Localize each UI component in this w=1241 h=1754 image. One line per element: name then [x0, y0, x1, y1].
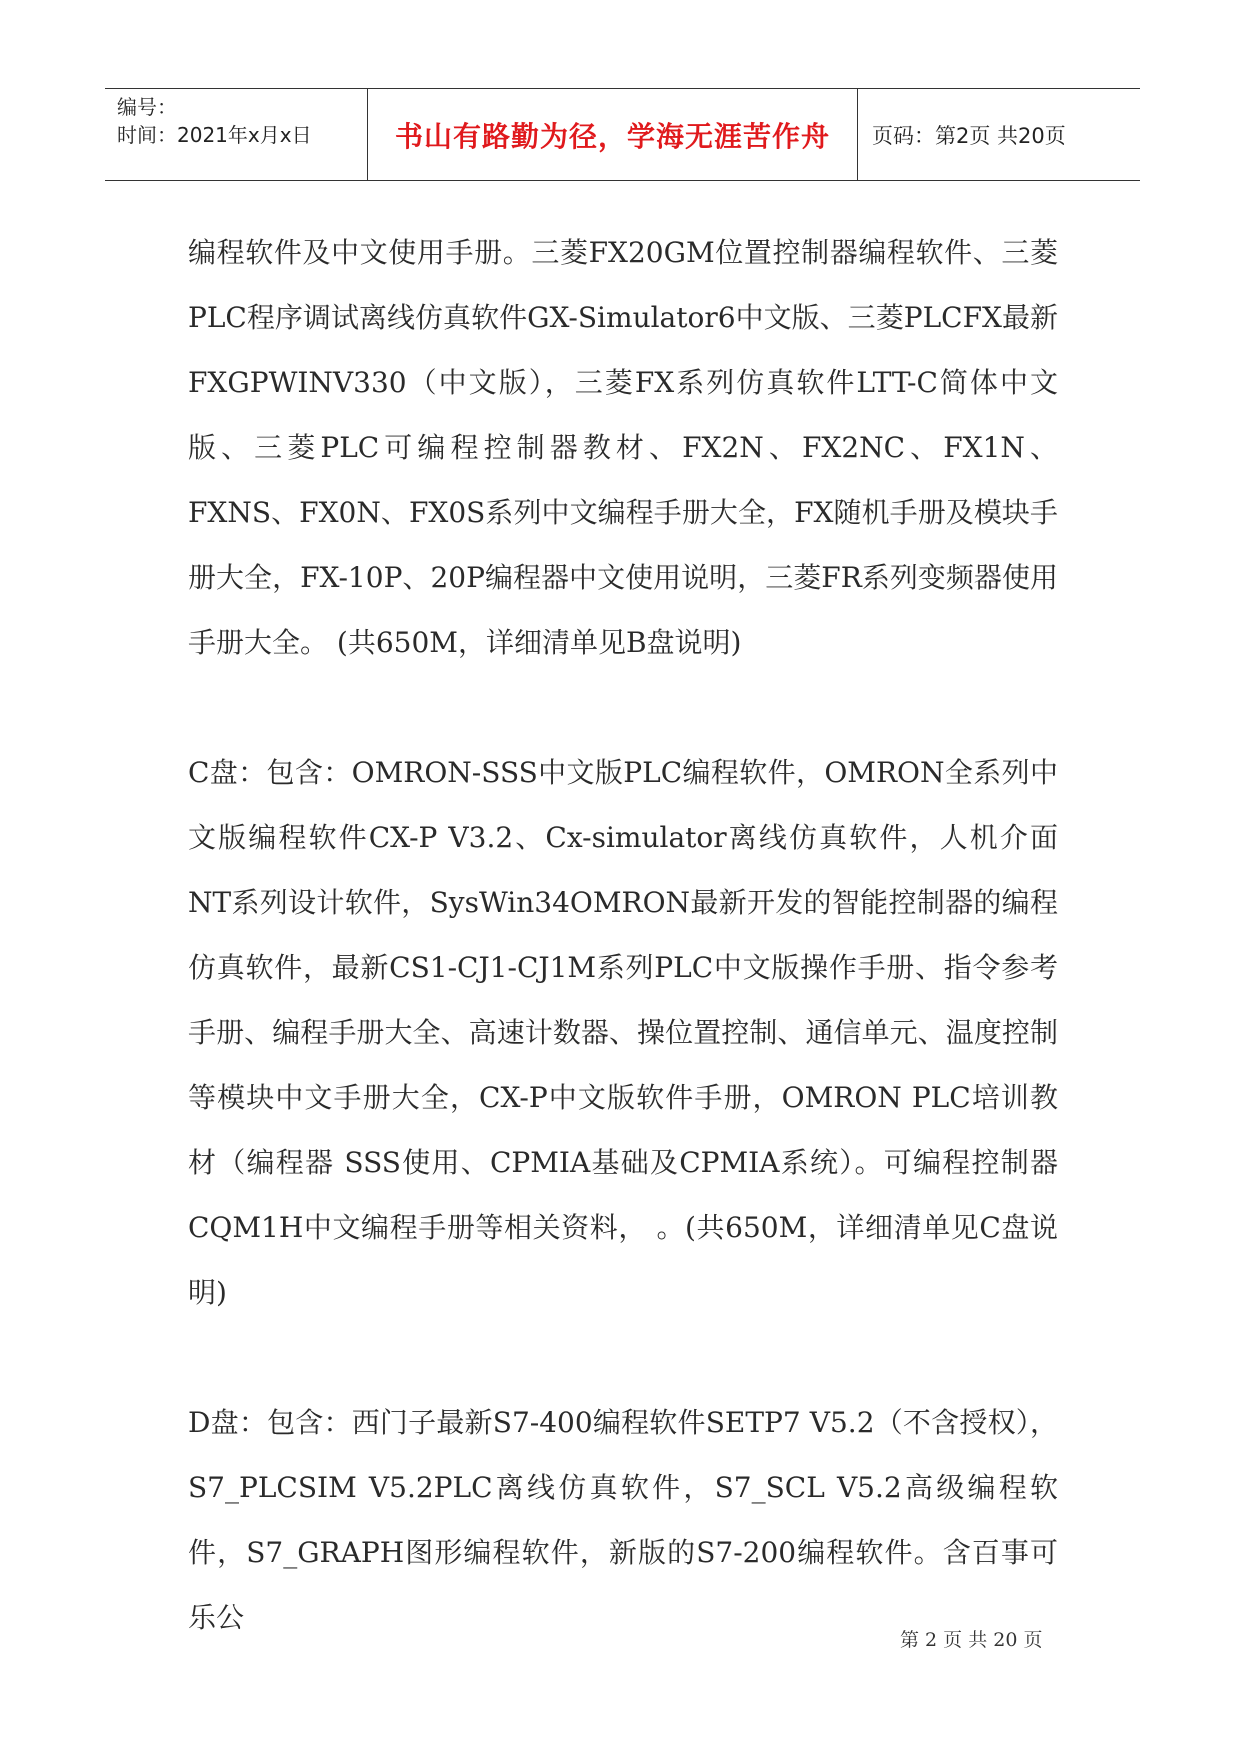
document-body	[188, 220, 1058, 1650]
page-header	[105, 88, 1140, 181]
page-footer: 第 2 页 共 20 页	[900, 1629, 1043, 1651]
number-label: 编号：	[117, 95, 177, 119]
paragraph-b-drive: 编程软件及中文使用手册。三菱FX20GM位置控制器编程软件、三菱PLC程序调试离线仿真软件GX-Simulator6中文版、三菱PLCFX最新FXGPWINV330（中文版），三菱FX系列仿真软件LTT-C简体中文版、三菱PLC可编程控制器教材、FX2N、FX2NC、FX1N、FXNS、FX0N、FX0S系列中文编程手册大全，FX随机手册及模块手册大全，FX-10P、20P编程器中文使用说明，三菱FR系列变频器使用手册大全。 (共650M，详细清单见B盘说明)	[188, 236, 1058, 659]
header-motto: 书山有路勤为径，学海无涯苦作舟	[368, 89, 858, 180]
paragraph-c-drive: C盘：包含：OMRON-SSS中文版PLC编程软件，OMRON全系列中文版编程软件CX-P V3.2、Cx-simulator离线仿真软件，人机介面NT系列设计软件，SysWin34OMRON最新开发的智能控制器的编程仿真软件，最新CS1-CJ1-CJ1M系列PLC中文版操作手册、指令参考手册、编程手册大全、高速计数器、操位置控制、通信单元、温度控制等模块中文手册大全，CX-P中文版软件手册，OMRON PLC培训教材（编程器 SSS使用、CPMIA基础及CPMIA系统）。可编程控制器CQM1H中文编程手册等相关资料， 。(共650M，详细清单见C盘说明)	[188, 756, 1058, 1309]
header-page-info: 页码：第2页 共20页	[872, 123, 1066, 148]
time-label: 时间：2021年x月x日	[117, 123, 312, 147]
paragraph-d-drive: D盘：包含：西门子最新S7-400编程软件SETP7 V5.2（不含授权），S7_PLCSIM V5.2PLC离线仿真软件，S7_SCL V5.2高级编程软件，S7_GRAPH图形编程软件，新版的S7-200编程软件。含百事可乐公	[188, 1406, 1058, 1634]
header-meta	[105, 89, 368, 180]
